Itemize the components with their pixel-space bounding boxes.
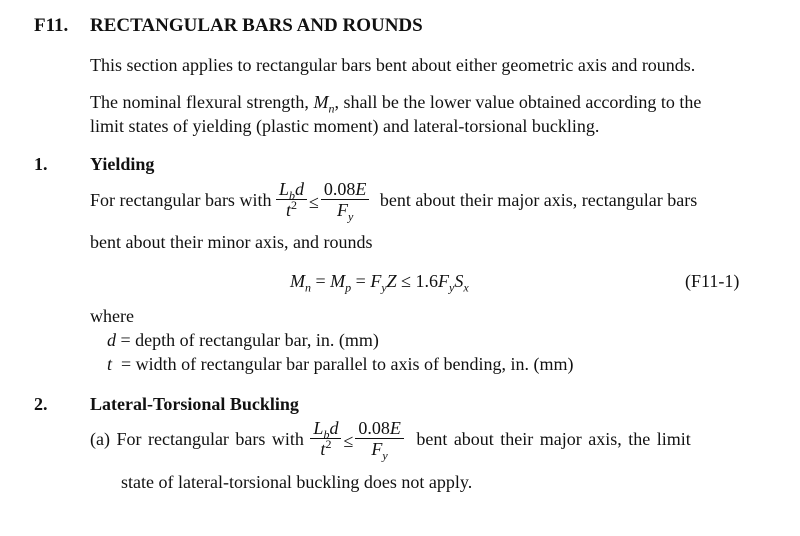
ltb-limit-fraction: $\frac{0.08E}{F_y}$ [355,418,404,459]
definition-d: d = depth of rectangular bar, in. (mm) [107,330,379,350]
limit-fraction: $\frac{0.08E}{F_y}$ [321,179,370,220]
slenderness-fraction: $\frac{L_bd}{t^2}$ [276,179,307,220]
definition-t: t = width of rectangular bar parallel to axis of bending, in. (mm) [107,354,574,374]
yielding-condition-line: For rectangular bars with $\frac{L_bd}{t^2}$ ≤ $\frac{0.08E}{F_y}$ bent about their major axis, rectangular bars [90,179,698,224]
intro-paragraph: This section applies to rectangular bars bent about either geometric axis and rounds. [90,55,696,75]
section-number: F11. [34,15,69,36]
equation-f11-1: $M_n = M_p = F_yZ \le 1.6F_yS_x$ [290,271,469,295]
yielding-line2: bent about their minor axis, and rounds [90,232,373,252]
equation-number: (F11-1) [685,271,740,291]
ltb-slenderness-fraction: $\frac{L_bd}{t^2}$ [310,418,341,459]
ltb-title: Lateral-Torsional Buckling [90,394,299,414]
section-title: RECTANGULAR BARS AND ROUNDS [90,15,423,36]
where-label: where [90,306,134,326]
yielding-number: 1. [34,154,48,174]
strength-paragraph-line1: The nominal flexural strength, $M_n$, shall be the lower value obtained according to the [90,92,702,116]
ltb-number: 2. [34,394,48,414]
ltb-condition-line: (a) For rectangular bars with $\frac{L_bd}{t^2}$ ≤ $\frac{0.08E}{F_y}$ bent about their major axis, the limit [90,418,691,463]
ltb-line2: state of lateral-torsional buckling does not apply. [121,472,473,492]
yielding-title: Yielding [90,154,155,174]
strength-paragraph-line2: limit states of yielding (plastic moment) and lateral-torsional buckling. [90,116,600,136]
